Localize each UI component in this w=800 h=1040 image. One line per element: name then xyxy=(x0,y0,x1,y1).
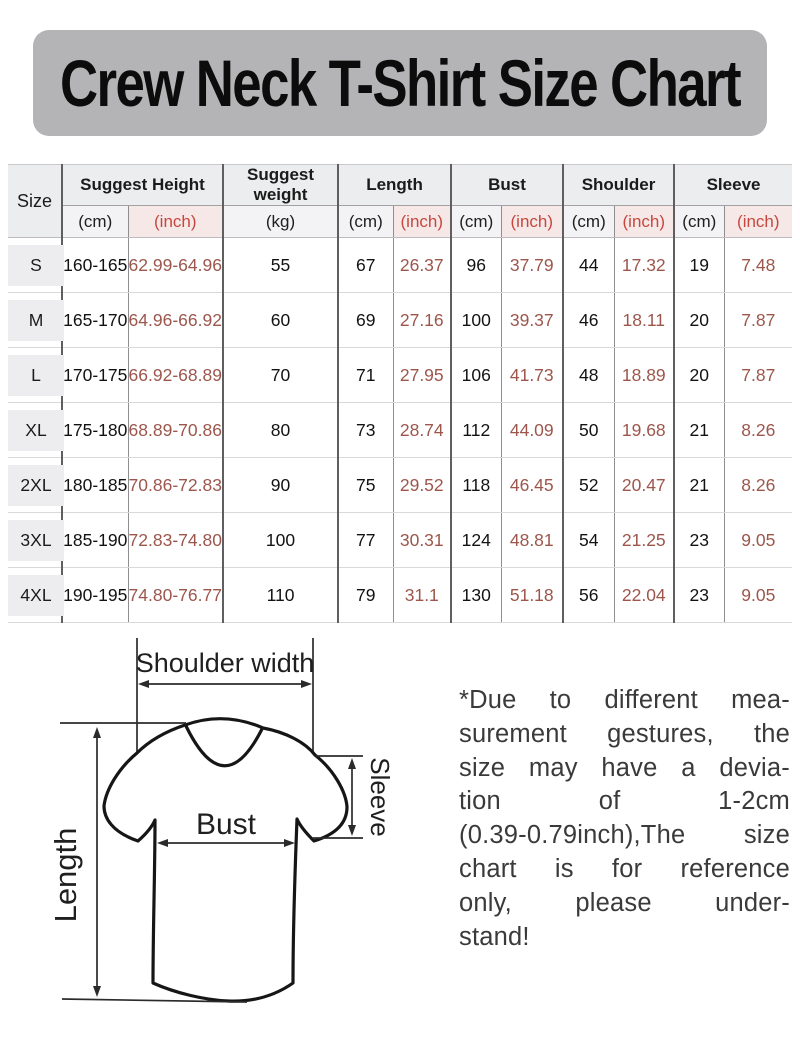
unit-length-inch: (inch) xyxy=(393,206,451,238)
sleeve-cm-cell: 20 xyxy=(674,293,724,348)
note-line: size may have a devia- xyxy=(459,753,790,782)
header-suggest-height: Suggest Height xyxy=(62,165,223,206)
length-inch-cell: 27.95 xyxy=(393,348,451,403)
height-cm-cell: 180-185 xyxy=(62,458,128,513)
table-row xyxy=(8,348,792,403)
length-cm-cell: 69 xyxy=(338,293,393,348)
shoulder-inch-cell: 19.68 xyxy=(614,403,674,458)
height-inch-cell: 66.92-68.89 xyxy=(128,348,223,403)
bust-inch-cell: 46.45 xyxy=(501,458,563,513)
bust-cm-cell: 100 xyxy=(451,293,501,348)
page-title: Crew Neck T-Shirt Size Chart xyxy=(60,46,740,120)
shoulder-cm-cell: 50 xyxy=(563,403,614,458)
shoulder-inch-cell: 18.89 xyxy=(614,348,674,403)
shoulder-inch-cell: 21.25 xyxy=(614,513,674,568)
sleeve-inch-cell: 8.26 xyxy=(724,458,792,513)
disclaimer-note xyxy=(459,684,790,954)
arrowhead-icon xyxy=(138,680,149,688)
arrowhead-icon xyxy=(301,680,312,688)
length-cm-cell: 77 xyxy=(338,513,393,568)
unit-height-inch: (inch) xyxy=(128,206,223,238)
sleeve-cm-cell: 21 xyxy=(674,403,724,458)
size-cell xyxy=(8,238,62,293)
size-cell xyxy=(8,348,62,403)
note-line: (0.39-0.79inch),The size xyxy=(459,821,790,850)
size-chart-table xyxy=(8,164,792,623)
size-badge: M xyxy=(8,300,64,341)
sleeve-inch-cell: 9.05 xyxy=(724,513,792,568)
arrowhead-icon xyxy=(93,727,101,738)
shoulder-cm-cell: 46 xyxy=(563,293,614,348)
length-cm-cell: 67 xyxy=(338,238,393,293)
height-cm-cell: 185-190 xyxy=(62,513,128,568)
sleeve-cm-cell: 23 xyxy=(674,568,724,623)
unit-shoulder-cm: (cm) xyxy=(563,206,614,238)
unit-sleeve-inch: (inch) xyxy=(724,206,792,238)
header-shoulder: Shoulder xyxy=(563,165,674,206)
weight-kg-cell: 80 xyxy=(223,403,338,458)
table-row xyxy=(8,513,792,568)
note-line: stand! xyxy=(459,922,530,951)
sleeve-inch-cell: 8.26 xyxy=(724,403,792,458)
unit-height-cm: (cm) xyxy=(62,206,128,238)
bust-cm-cell: 130 xyxy=(451,568,501,623)
length-label: Length xyxy=(48,827,83,923)
table-row xyxy=(8,568,792,623)
note-line: *Due to different mea- xyxy=(459,686,790,714)
header-suggest-weight: Suggest weight xyxy=(223,165,338,206)
sleeve-inch-cell: 9.05 xyxy=(724,568,792,623)
tshirt-measurement-diagram xyxy=(30,630,440,1030)
arrowhead-icon xyxy=(93,986,101,997)
height-cm-cell: 160-165 xyxy=(62,238,128,293)
note-line: tion of 1-2cm xyxy=(459,787,790,816)
unit-bust-inch: (inch) xyxy=(501,206,563,238)
table-row xyxy=(8,403,792,458)
shoulder-cm-cell: 56 xyxy=(563,568,614,623)
shoulder-inch-cell: 17.32 xyxy=(614,238,674,293)
header-length: Length xyxy=(338,165,451,206)
height-inch-cell: 74.80-76.77 xyxy=(128,568,223,623)
shoulder-inch-cell: 20.47 xyxy=(614,458,674,513)
unit-weight-kg: (kg) xyxy=(223,206,338,238)
shoulder-cm-cell: 48 xyxy=(563,348,614,403)
sleeve-cm-cell: 20 xyxy=(674,348,724,403)
weight-kg-cell: 60 xyxy=(223,293,338,348)
table-row xyxy=(8,458,792,513)
size-badge: L xyxy=(8,355,64,396)
unit-length-cm: (cm) xyxy=(338,206,393,238)
tshirt-outline xyxy=(104,719,347,1001)
bust-cm-cell: 96 xyxy=(451,238,501,293)
sleeve-cm-cell: 19 xyxy=(674,238,724,293)
length-inch-cell: 29.52 xyxy=(393,458,451,513)
header-sleeve: Sleeve xyxy=(674,165,792,206)
weight-kg-cell: 55 xyxy=(223,238,338,293)
size-cell xyxy=(8,403,62,458)
table-row xyxy=(8,293,792,348)
bust-inch-cell: 48.81 xyxy=(501,513,563,568)
sleeve-inch-cell: 7.87 xyxy=(724,348,792,403)
shoulder-cm-cell: 44 xyxy=(563,238,614,293)
bust-inch-cell: 44.09 xyxy=(501,403,563,458)
shoulder-cm-cell: 52 xyxy=(563,458,614,513)
header-group-row xyxy=(8,165,792,206)
size-cell xyxy=(8,568,62,623)
header-unit-row xyxy=(8,206,792,238)
height-cm-cell: 165-170 xyxy=(62,293,128,348)
shoulder-inch-cell: 18.11 xyxy=(614,293,674,348)
bust-inch-cell: 39.37 xyxy=(501,293,563,348)
bust-cm-cell: 124 xyxy=(451,513,501,568)
bust-cm-cell: 106 xyxy=(451,348,501,403)
height-inch-cell: 70.86-72.83 xyxy=(128,458,223,513)
arrowhead-icon xyxy=(348,758,356,769)
height-inch-cell: 64.96-66.92 xyxy=(128,293,223,348)
bust-inch-cell: 51.18 xyxy=(501,568,563,623)
length-inch-cell: 31.1 xyxy=(393,568,451,623)
weight-kg-cell: 90 xyxy=(223,458,338,513)
sleeve-label: Sleeve xyxy=(365,757,395,837)
size-table-body xyxy=(8,238,792,623)
size-cell xyxy=(8,513,62,568)
sleeve-cm-cell: 23 xyxy=(674,513,724,568)
height-inch-cell: 62.99-64.96 xyxy=(128,238,223,293)
unit-shoulder-inch: (inch) xyxy=(614,206,674,238)
length-inch-cell: 26.37 xyxy=(393,238,451,293)
length-cm-cell: 73 xyxy=(338,403,393,458)
length-inch-cell: 28.74 xyxy=(393,403,451,458)
bust-inch-cell: 41.73 xyxy=(501,348,563,403)
size-badge: 3XL xyxy=(8,520,64,561)
title-banner xyxy=(33,30,767,136)
length-inch-cell: 27.16 xyxy=(393,293,451,348)
length-inch-cell: 30.31 xyxy=(393,513,451,568)
bust-inch-cell: 37.79 xyxy=(501,238,563,293)
sleeve-inch-cell: 7.48 xyxy=(724,238,792,293)
weight-kg-cell: 110 xyxy=(223,568,338,623)
note-line: only, please under- xyxy=(459,888,790,917)
size-badge: S xyxy=(8,245,64,286)
height-cm-cell: 175-180 xyxy=(62,403,128,458)
height-cm-cell: 170-175 xyxy=(62,348,128,403)
length-cm-cell: 71 xyxy=(338,348,393,403)
unit-bust-cm: (cm) xyxy=(451,206,501,238)
note-line: surement gestures, the xyxy=(459,719,790,748)
header-bust: Bust xyxy=(451,165,563,206)
length-cm-cell: 79 xyxy=(338,568,393,623)
size-badge: 2XL xyxy=(8,465,64,506)
size-cell xyxy=(8,458,62,513)
note-line: chart is for reference xyxy=(459,854,790,883)
unit-sleeve-cm: (cm) xyxy=(674,206,724,238)
size-cell xyxy=(8,293,62,348)
height-inch-cell: 68.89-70.86 xyxy=(128,403,223,458)
sleeve-inch-cell: 7.87 xyxy=(724,293,792,348)
shoulder-inch-cell: 22.04 xyxy=(614,568,674,623)
height-cm-cell: 190-195 xyxy=(62,568,128,623)
size-badge: XL xyxy=(8,410,64,451)
bust-cm-cell: 112 xyxy=(451,403,501,458)
weight-kg-cell: 100 xyxy=(223,513,338,568)
shoulder-cm-cell: 54 xyxy=(563,513,614,568)
bust-cm-cell: 118 xyxy=(451,458,501,513)
table-row xyxy=(8,238,792,293)
shoulder-width-label: Shoulder width xyxy=(135,648,315,678)
height-inch-cell: 72.83-74.80 xyxy=(128,513,223,568)
bust-label: Bust xyxy=(195,808,257,841)
sleeve-cm-cell: 21 xyxy=(674,458,724,513)
weight-kg-cell: 70 xyxy=(223,348,338,403)
size-badge: 4XL xyxy=(8,575,64,616)
header-size: Size xyxy=(8,165,62,238)
length-cm-cell: 75 xyxy=(338,458,393,513)
arrowhead-icon xyxy=(348,825,356,836)
